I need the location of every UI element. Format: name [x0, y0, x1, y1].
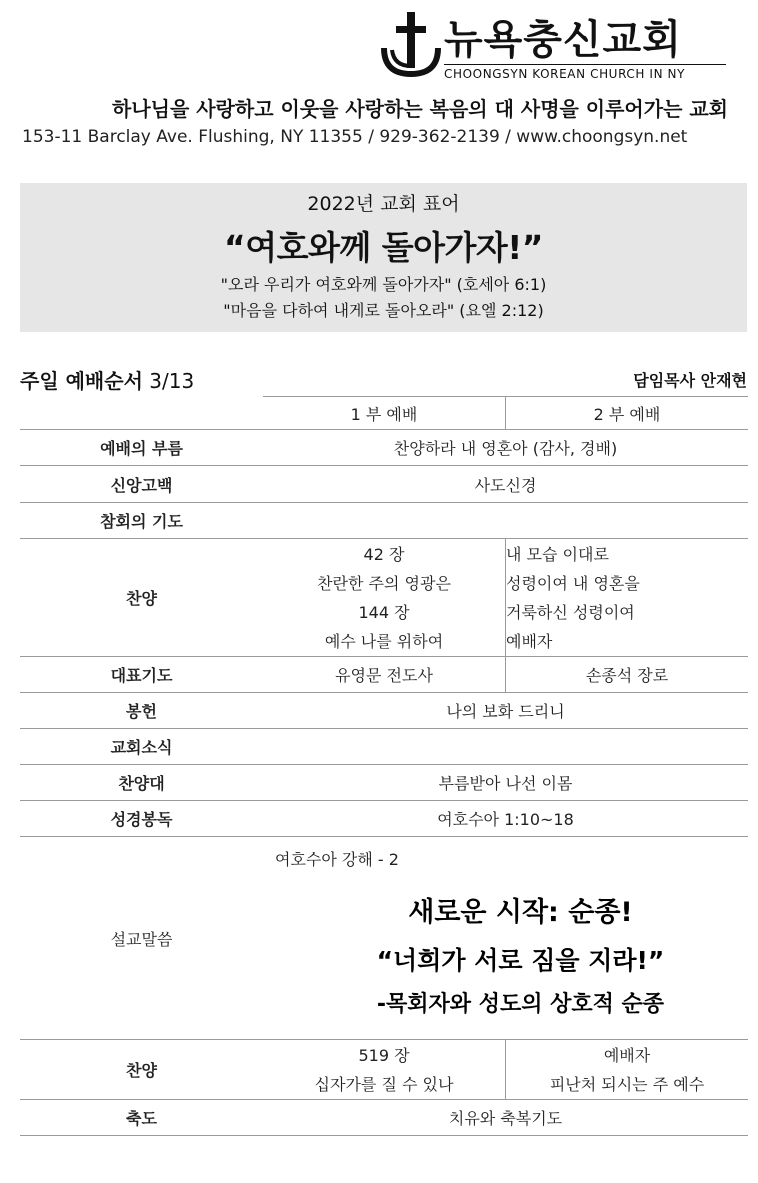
- church-news-value: [263, 729, 748, 765]
- hymn-1-line: 예수 나를 위하여: [324, 631, 444, 651]
- closing-hymn-label: 찬양: [20, 1040, 263, 1100]
- repentance-prayer-value: [263, 503, 748, 539]
- order-title: [20, 365, 194, 394]
- church-address: 153-11 Barclay Ave. Flushing, NY 11355 / 929-362-2139 / www.choongsyn.net: [22, 127, 688, 147]
- call-to-worship-value: 찬양하라 내 영혼아 (감사, 경배): [263, 430, 748, 466]
- closing-2-line: 피난처 되시는 주 예수: [549, 1074, 705, 1094]
- benediction-value: 치유와 축복기도: [263, 1100, 748, 1136]
- table-row: [20, 1100, 748, 1136]
- offering-label: 봉헌: [20, 693, 263, 729]
- church-logo: [380, 10, 730, 82]
- church-motto: 하나님을 사랑하고 이웃을 사랑하는 복음의 대 사명을 이루어가는 교회: [112, 97, 728, 121]
- church-name: 뉴욕충신교회: [444, 17, 682, 63]
- choir-label: 찬양대: [20, 765, 263, 801]
- table-row: [20, 693, 748, 729]
- cross-logo-icon: [380, 10, 442, 80]
- hymn-1-line: 찬란한 주의 영광은: [317, 573, 451, 593]
- table-row: [20, 503, 748, 539]
- banner-verse-1: "오라 우리가 여호와께 돌아가자" (호세아 6:1): [220, 275, 547, 294]
- closing-hymn-service-2: [506, 1040, 749, 1100]
- closing-1-line: 십자가를 질 수 있나: [314, 1074, 454, 1094]
- table-row: [20, 430, 748, 466]
- representative-prayer-label: 대표기도: [20, 657, 263, 693]
- closing-2-line: 예배자: [603, 1045, 651, 1065]
- choir-value: 부름받아 나선 이몸: [263, 765, 748, 801]
- church-name-english: CHOONGSYN KOREAN CHURCH IN NY: [444, 64, 726, 81]
- sermon-series: 여호수아 강해 - 2: [275, 850, 399, 869]
- table-row-label: [20, 397, 263, 430]
- table-row: [20, 801, 748, 837]
- prayer-service-2: 손종석 장로: [506, 657, 749, 693]
- sermon-subtitle-2: -목회자와 성도의 상호적 순종: [376, 992, 665, 1017]
- sermon-subtitle: “너희가 서로 짐을 지라!”: [376, 946, 665, 975]
- senior-pastor: 담임목사 안재현: [633, 371, 747, 390]
- hymn-label: 찬양: [20, 539, 263, 657]
- scripture-reading-value: 여호수아 1:10~18: [263, 801, 748, 837]
- sermon-title: 새로운 시작: 순종!: [408, 897, 633, 928]
- offering-value: 나의 보화 드리니: [263, 693, 748, 729]
- table-row: [20, 837, 748, 1040]
- banner-verse-2: "마음을 다하여 내게로 돌아오라" (요엘 2:12): [223, 301, 544, 320]
- service-1-header: 1 부 예배: [263, 397, 506, 430]
- sermon-content: [263, 837, 748, 1040]
- hymn-1-line: 42 장: [363, 544, 405, 564]
- hymn-2-line: 거룩하신 성령이여: [506, 602, 635, 622]
- hymn-2-line: 내 모습 이대로: [506, 544, 609, 564]
- prayer-service-1: 유영문 전도사: [263, 657, 506, 693]
- hymn-service-1: [263, 539, 506, 657]
- sermon-label: 설교말씀: [20, 837, 263, 1040]
- worship-order-table: [20, 396, 748, 1136]
- table-row: [20, 466, 748, 503]
- order-heading: [20, 363, 747, 393]
- banner-slogan: “여호와께 돌아가자!”: [224, 228, 543, 267]
- hymn-service-2: [506, 539, 749, 657]
- call-to-worship-label: 예배의 부름: [20, 430, 263, 466]
- table-row: [20, 729, 748, 765]
- table-row: [20, 765, 748, 801]
- creed-value: 사도신경: [263, 466, 748, 503]
- banner-year-label: 2022년 교회 표어: [307, 193, 460, 215]
- closing-hymn-service-1: [263, 1040, 506, 1100]
- hymn-2-line: 성령이여 내 영혼을: [506, 573, 640, 593]
- hymn-1-line: 144 장: [358, 602, 410, 622]
- church-news-label: 교회소식: [20, 729, 263, 765]
- service-2-header: 2 부 예배: [506, 397, 749, 430]
- table-row: [20, 1040, 748, 1100]
- scripture-reading-label: 성경봉독: [20, 801, 263, 837]
- benediction-label: 축도: [20, 1100, 263, 1136]
- table-row: [20, 657, 748, 693]
- table-header-row: [20, 397, 748, 430]
- hymn-2-line: 예배자: [506, 631, 553, 651]
- closing-1-line: 519 장: [358, 1045, 410, 1065]
- order-title-text: 주일 예배순서: [20, 369, 143, 393]
- order-date: 3/13: [149, 369, 195, 393]
- creed-label: 신앙고백: [20, 466, 263, 503]
- table-row: [20, 539, 748, 657]
- yearly-motto-banner: [20, 183, 747, 332]
- repentance-prayer-label: 참회의 기도: [20, 503, 263, 539]
